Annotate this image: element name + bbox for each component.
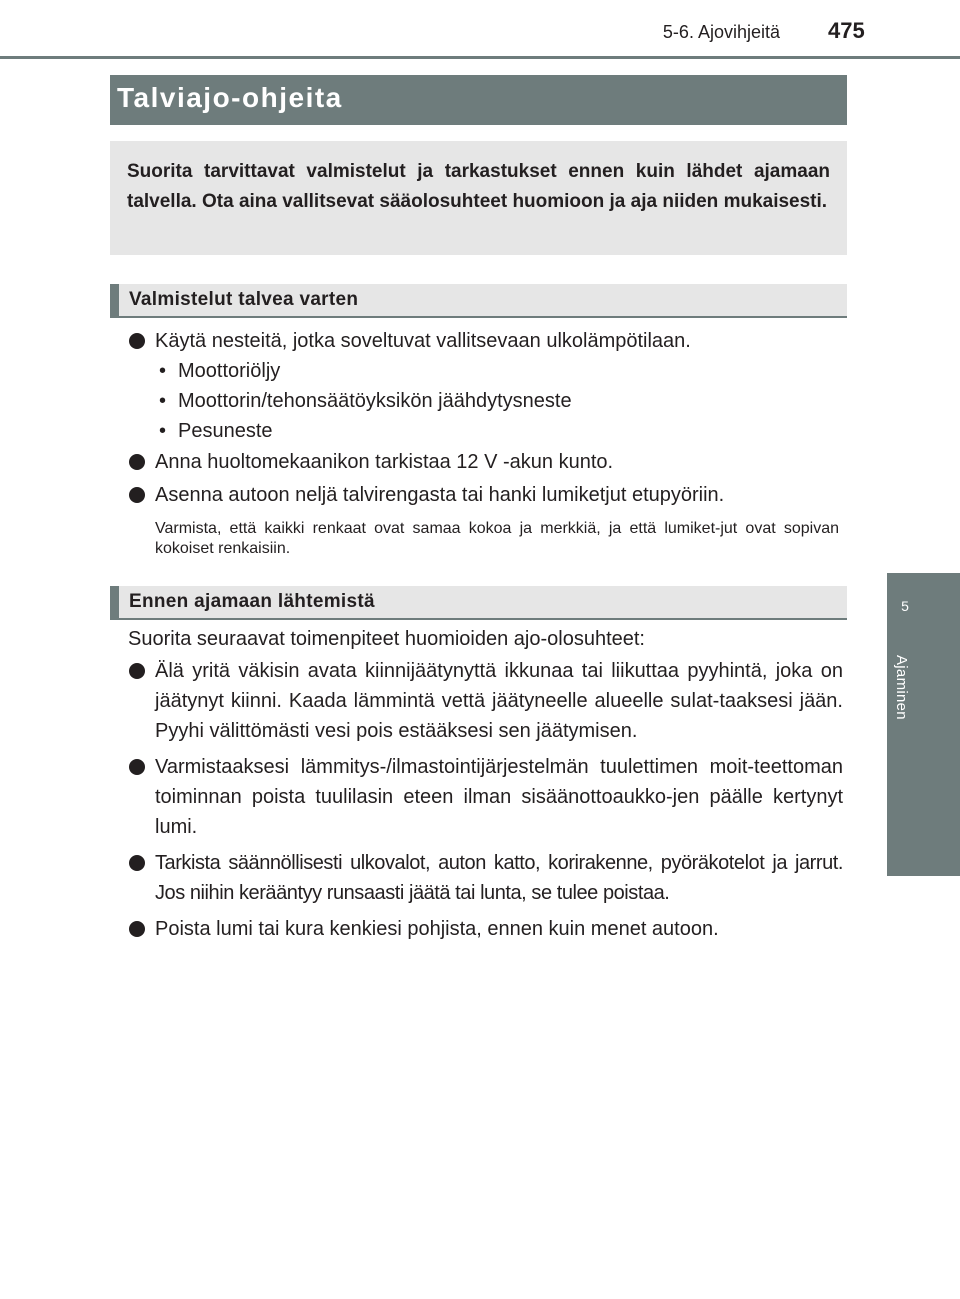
- list-item: [128, 752, 843, 842]
- list-item-text: Asenna autoon neljä talvirengasta tai hanki lumiketjut etupyöriin.: [155, 484, 725, 506]
- list-item-text: Varmistaaksesi lämmitys-/ilmastointijärjestelmän tuulettimen moit-teettoman toiminnan poista tuulilasin eteen ilman sisäänottoaukko-jen päälle kertynyt lumi.: [155, 756, 843, 838]
- bullet-dot-icon: [129, 454, 145, 470]
- list-item-text: Älä yritä väkisin avata kiinnijäätynyttä ikkunaa tai liikuttaa pyyhintä, joka on jäätynyt kiinni. Kaada lämmintä vettä jäätyneelle alueelle sulat-taaksesi jään. Pyyhi välittömästi vesi pois estääksesi sen jäätymisen.: [155, 660, 843, 742]
- list-item: [128, 848, 843, 908]
- bullet-dot-icon: [129, 759, 145, 775]
- sub-list-item: [128, 416, 843, 446]
- intro-text: Suorita tarvittavat valmistelut ja tarkastukset ennen kuin lähdet ajamaan talvella. Ota aina vallitsevat sääolosuhteet huomioon ja aja niiden mukaisesti.: [127, 161, 830, 212]
- list-item: [128, 447, 843, 477]
- section-winter-prep: [128, 326, 843, 559]
- heading-accent: [110, 284, 119, 316]
- list-item: [128, 480, 843, 510]
- lead-text: Suorita seuraavat toimenpiteet huomioiden ajo-olosuhteet:: [128, 628, 645, 650]
- section-heading-text: Valmistelut talvea varten: [129, 289, 359, 310]
- section-heading-winter-prep: [110, 284, 847, 318]
- chapter-number: 5: [901, 598, 909, 614]
- section-heading-before-driving: [110, 586, 847, 620]
- list-item: [128, 656, 843, 746]
- section-heading-text: Ennen ajamaan lähtemistä: [129, 591, 375, 612]
- header-rule: [0, 56, 960, 59]
- heading-accent: [110, 586, 119, 618]
- bullet-dot-icon: [129, 921, 145, 937]
- note-text: Varmista, että kaikki renkaat ovat samaa kokoa ja merkkiä, ja että lumiket-jut ovat sopivan kokoiset renkaisiin.: [155, 520, 839, 557]
- intro-box: [110, 141, 847, 255]
- bullet-dot-icon: [129, 333, 145, 349]
- sub-list-item-text: Pesuneste: [178, 420, 273, 442]
- sub-list-item: [128, 386, 843, 416]
- section-before-driving: [128, 624, 843, 944]
- bullet-dot-icon: [129, 855, 145, 871]
- list-item: [128, 914, 843, 944]
- sub-bullet-icon: •: [159, 390, 167, 412]
- sub-bullet-icon: •: [159, 420, 167, 442]
- sub-list-item-text: Moottorin/tehonsäätöyksikön jäähdytysneste: [178, 390, 572, 412]
- list-item: [128, 326, 843, 356]
- page-title-bar: [110, 75, 847, 125]
- list-item-text: Anna huoltomekaanikon tarkistaa 12 V -akun kunto.: [155, 451, 614, 473]
- list-item-text: Käytä nesteitä, jotka soveltuvat vallitsevaan ulkolämpötilaan.: [155, 330, 691, 352]
- list-item-text: Tarkista säännöllisesti ulkovalot, auton katto, korirakenne, pyöräkotelot ja jarrut. Jos niihin kerääntyy runsaasti jäätä tai lunta, se tulee poistaa.: [155, 852, 843, 904]
- sub-list-item: [128, 356, 843, 386]
- chapter-label: Ajaminen: [893, 655, 910, 720]
- sub-list-item-text: Moottoriöljy: [178, 360, 281, 382]
- bullet-dot-icon: [129, 487, 145, 503]
- sub-bullet-icon: •: [159, 360, 167, 382]
- page-title: Talviajo-ohjeita: [117, 82, 343, 113]
- page-number: 475: [828, 18, 865, 43]
- chapter-side-tab: [887, 573, 960, 876]
- running-head: 5-6. Ajovihjeitä: [662, 22, 780, 42]
- bullet-dot-icon: [129, 663, 145, 679]
- list-item-text: Poista lumi tai kura kenkiesi pohjista, ennen kuin menet autoon.: [155, 918, 719, 940]
